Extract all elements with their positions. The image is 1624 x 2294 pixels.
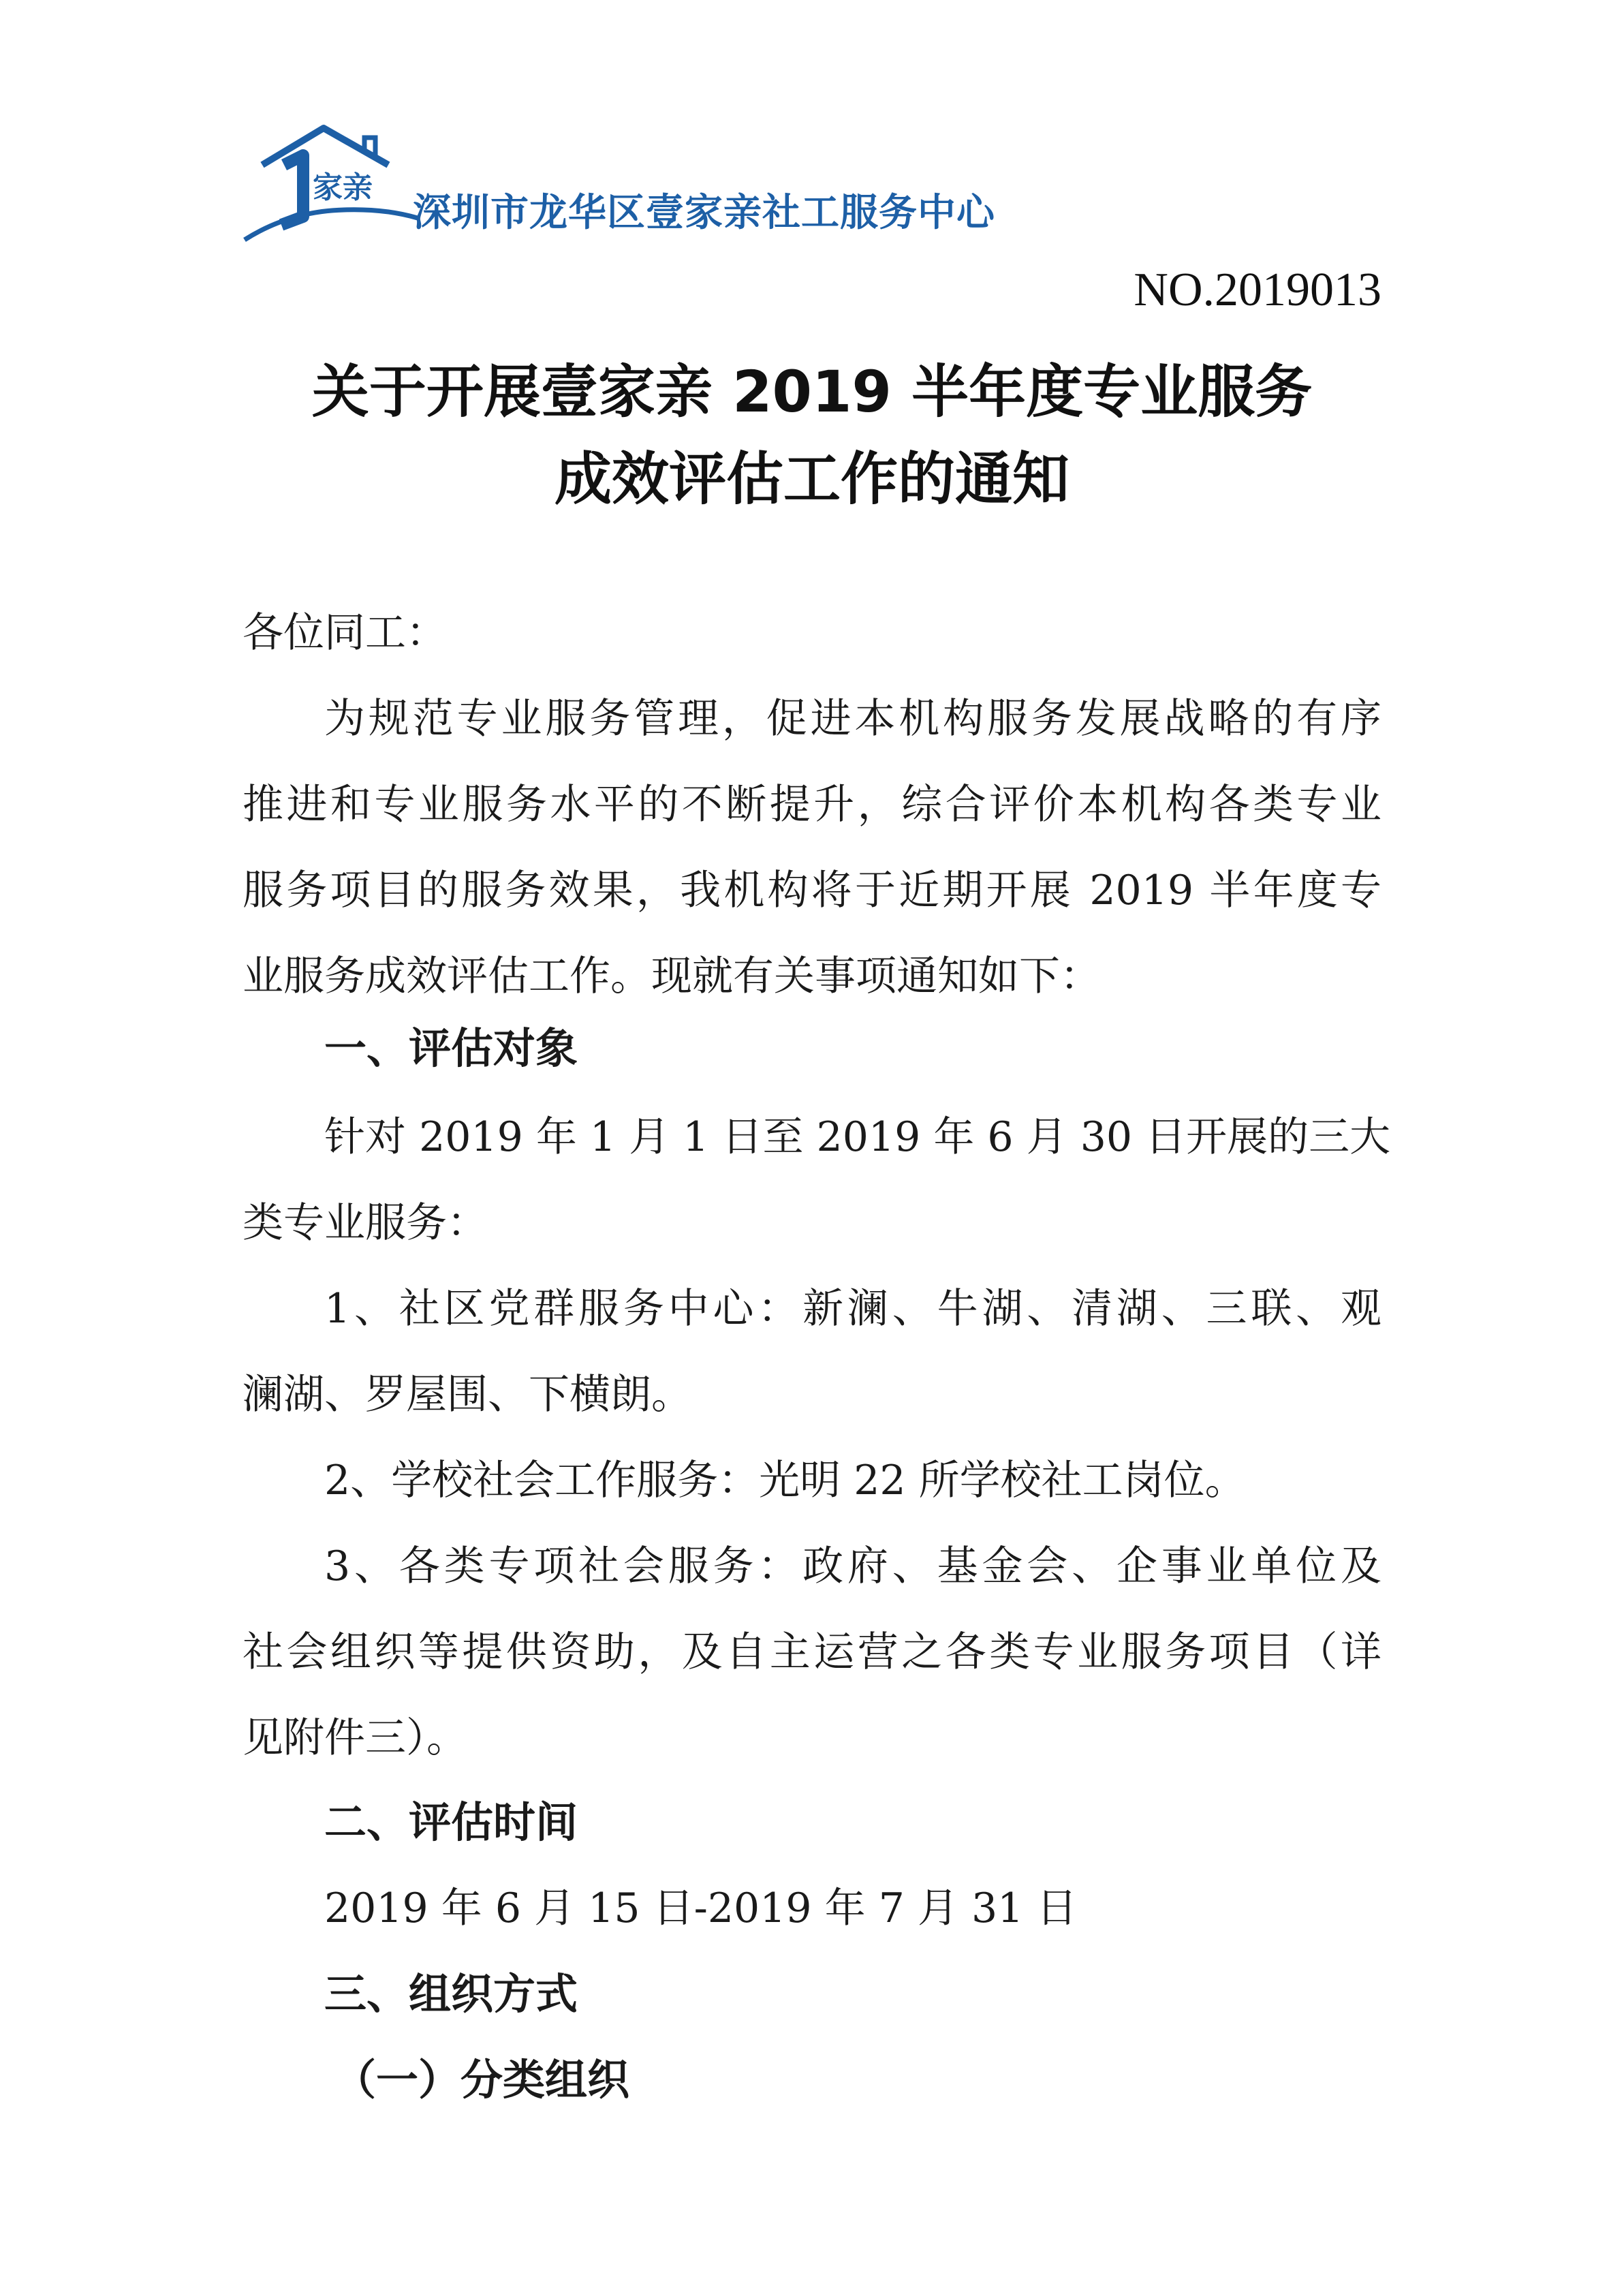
list-item-line: 2、学校社会工作服务：光明 22 所学校社工岗位。 (324, 1457, 1246, 1504)
document-title-line-2: 成效评估工作的通知 (554, 446, 1069, 512)
document-number: NO.2019013 (1134, 264, 1381, 316)
section-heading: 二、评估时间 (324, 1797, 578, 1847)
organization-name: 深圳市龙华区壹家亲社工服务中心 (413, 191, 995, 235)
house-logo-icon (242, 123, 419, 245)
list-item-line: 1、社区党群服务中心：新澜、牛湖、清湖、三联、观 (324, 1285, 1381, 1333)
list-item-line: 3、各类专项社会服务：政府、基金会、企事业单位及 (324, 1543, 1381, 1590)
paragraph-line: 2019 年 6 月 15 日-2019 年 7 月 31 日 (324, 1885, 1078, 1932)
organization-logo (242, 123, 419, 245)
paragraph-line: 为规范专业服务管理，促进本机构服务发展战略的有序 (324, 695, 1381, 743)
sub-heading: （一）分类组织 (334, 2055, 630, 2105)
paragraph-line: 类专业服务： (243, 1199, 488, 1247)
list-item-line: 社会组织等提供资助，及自主运营之各类专业服务项目（详 (243, 1628, 1381, 1676)
list-item-line: 见附件三）。 (243, 1714, 467, 1762)
document-title-line-1: 关于开展壹家亲 2019 半年度专业服务 (311, 358, 1313, 425)
section-heading: 三、组织方式 (324, 1969, 578, 2019)
paragraph-line: 针对 2019 年 1 月 1 日至 2019 年 6 月 30 日开展的三大 (324, 1113, 1391, 1161)
list-item-line: 澜湖、罗屋围、下横朗。 (243, 1371, 692, 1419)
paragraph-line: 服务项目的服务效果，我机构将于近期开展 2019 半年度专 (243, 867, 1381, 914)
salutation: 各位同工： (243, 609, 447, 657)
paragraph-line: 推进和专业服务水平的不断提升，综合评价本机构各类专业 (243, 781, 1381, 828)
logo-text: 家亲 (313, 170, 373, 205)
paragraph-line: 业服务成效评估工作。现就有关事项通知如下： (243, 952, 1101, 1000)
section-heading: 一、评估对象 (324, 1023, 578, 1073)
